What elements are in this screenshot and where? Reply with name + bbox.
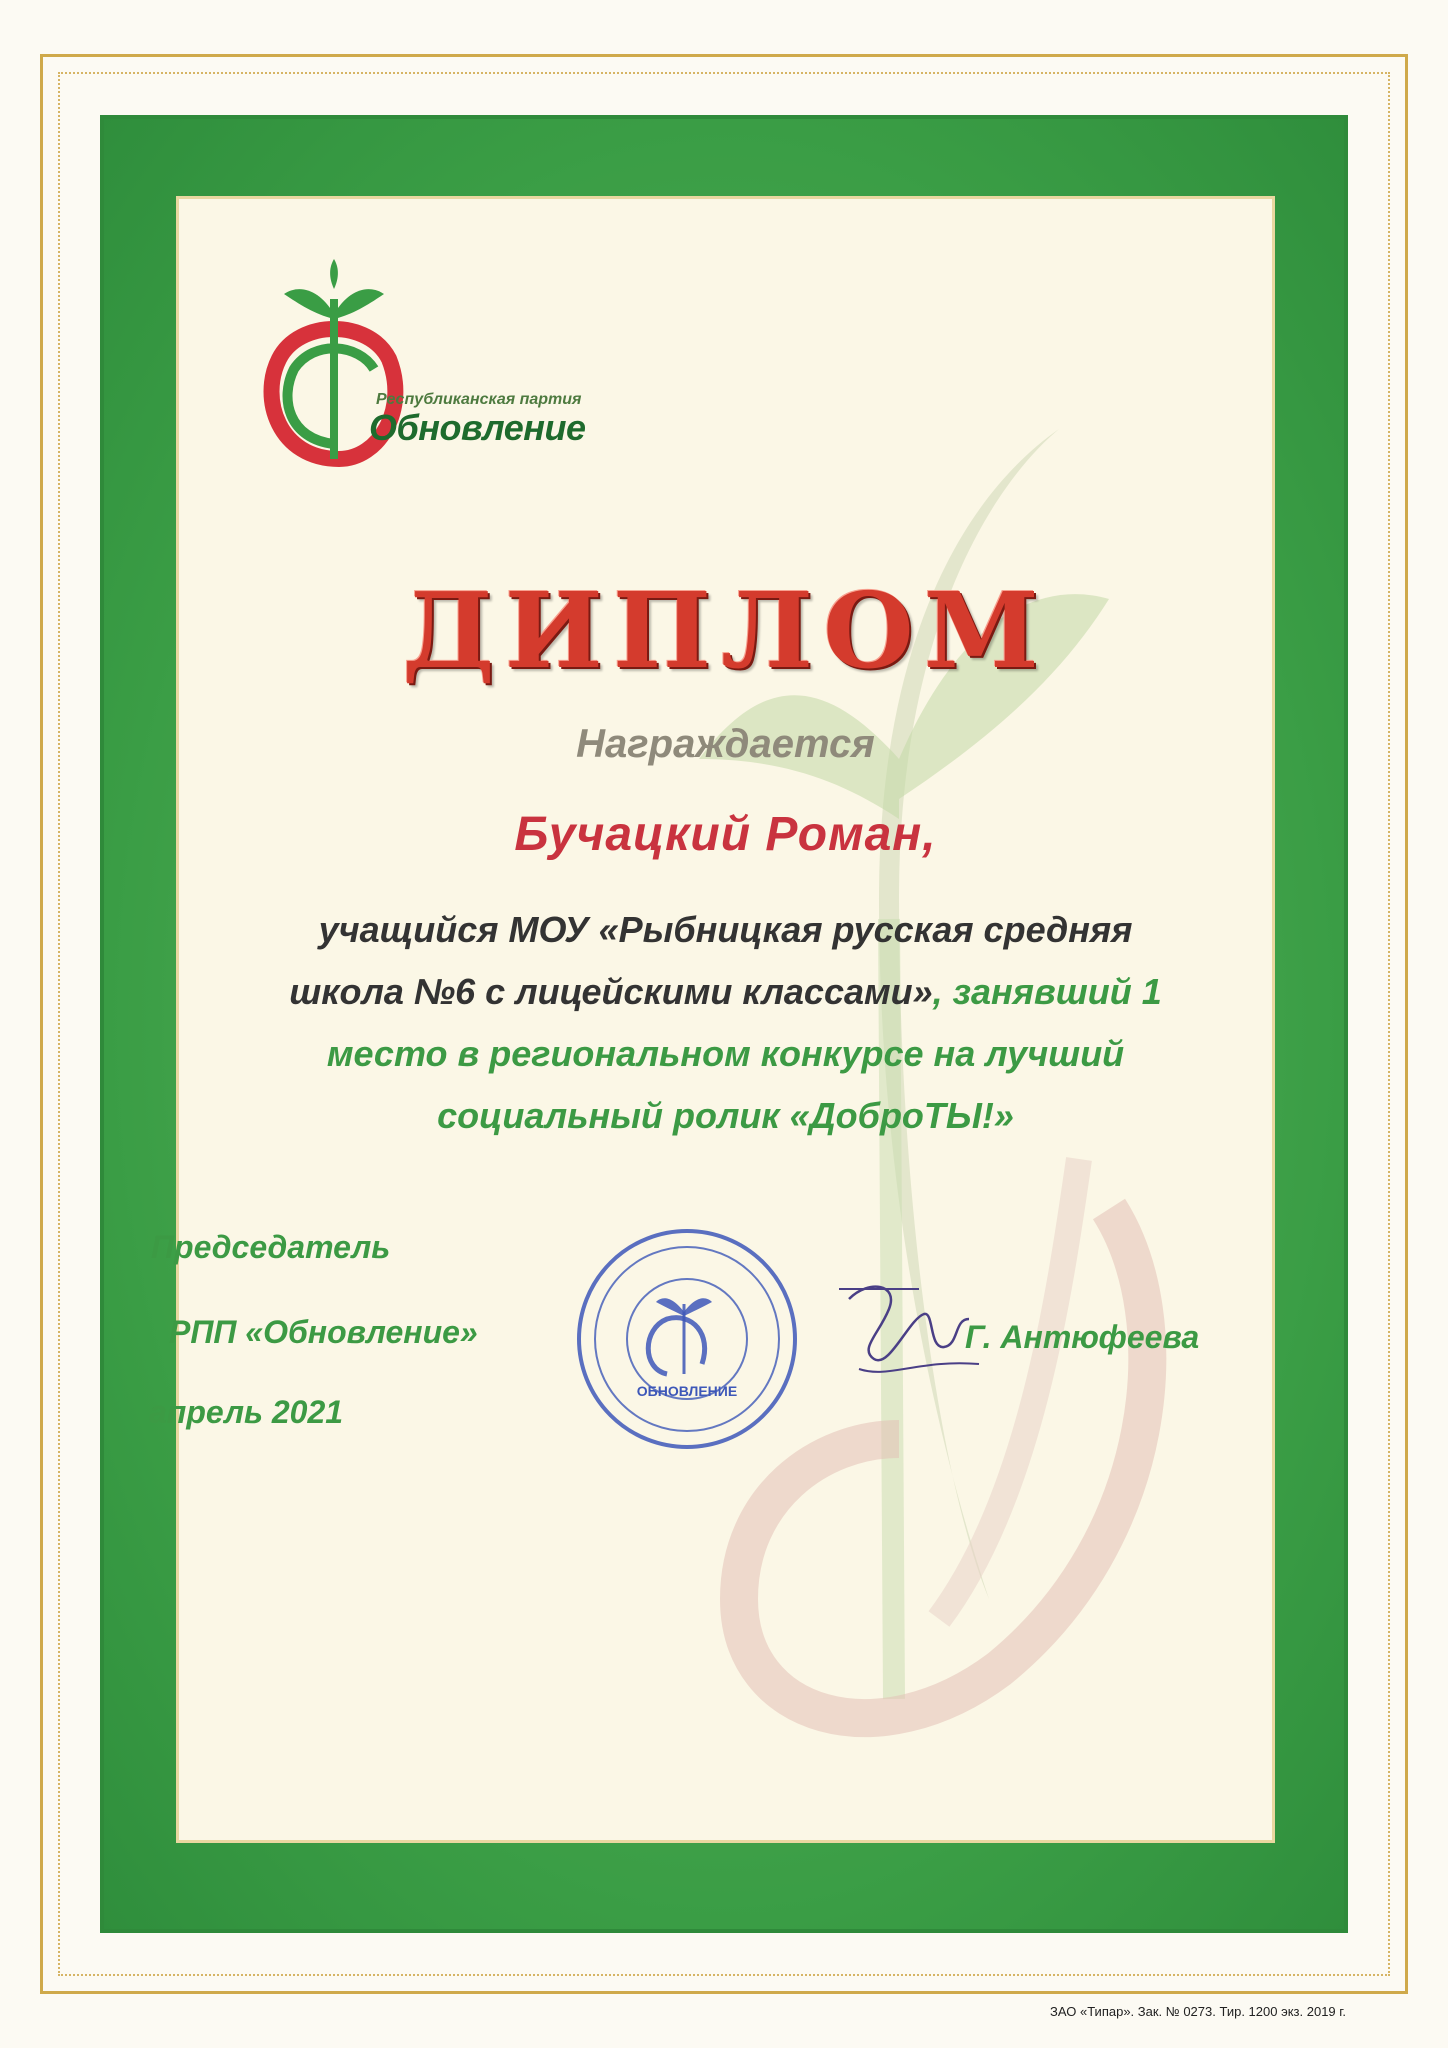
signatory-name: Г. Антюфеева	[965, 1319, 1200, 1355]
official-stamp	[572, 1224, 802, 1454]
description-line-3: место в региональном конкурсе на лучший	[326, 1033, 1125, 1074]
logo-party-name: Обновление	[369, 407, 586, 448]
logo-party-label: Республиканская партия	[376, 391, 582, 408]
stamp-center-text: ОБНОВЛЕНИЕ	[636, 1383, 738, 1399]
recipient-name: Бучацкий Роман,	[514, 808, 937, 861]
award-date: апрель 2021	[149, 1394, 344, 1430]
description-line-4: социальный ролик «ДоброТЫ!»	[437, 1095, 1014, 1136]
diploma-title: ДИПЛОМ	[402, 569, 1049, 692]
description-line-1: учащийся МОУ «Рыбницкая русская средняя	[318, 909, 1133, 950]
description-line-2	[219, 961, 1232, 1023]
signatory-title-line-1: Председатель	[151, 1229, 391, 1265]
place-part: , занявший 1	[932, 971, 1162, 1012]
school-name-part: школа №6 с лицейскими классами»	[289, 971, 933, 1012]
signatory-title-line-2: РПП «Обновление»	[169, 1314, 478, 1350]
award-description	[219, 899, 1232, 1147]
printer-footer: ЗАО «Типар». Зак. № 0273. Тир. 1200 экз. 2019 г.	[1050, 2004, 1347, 2019]
diploma-paper	[149, 199, 1272, 1840]
awarded-label: Награждается	[576, 722, 875, 766]
